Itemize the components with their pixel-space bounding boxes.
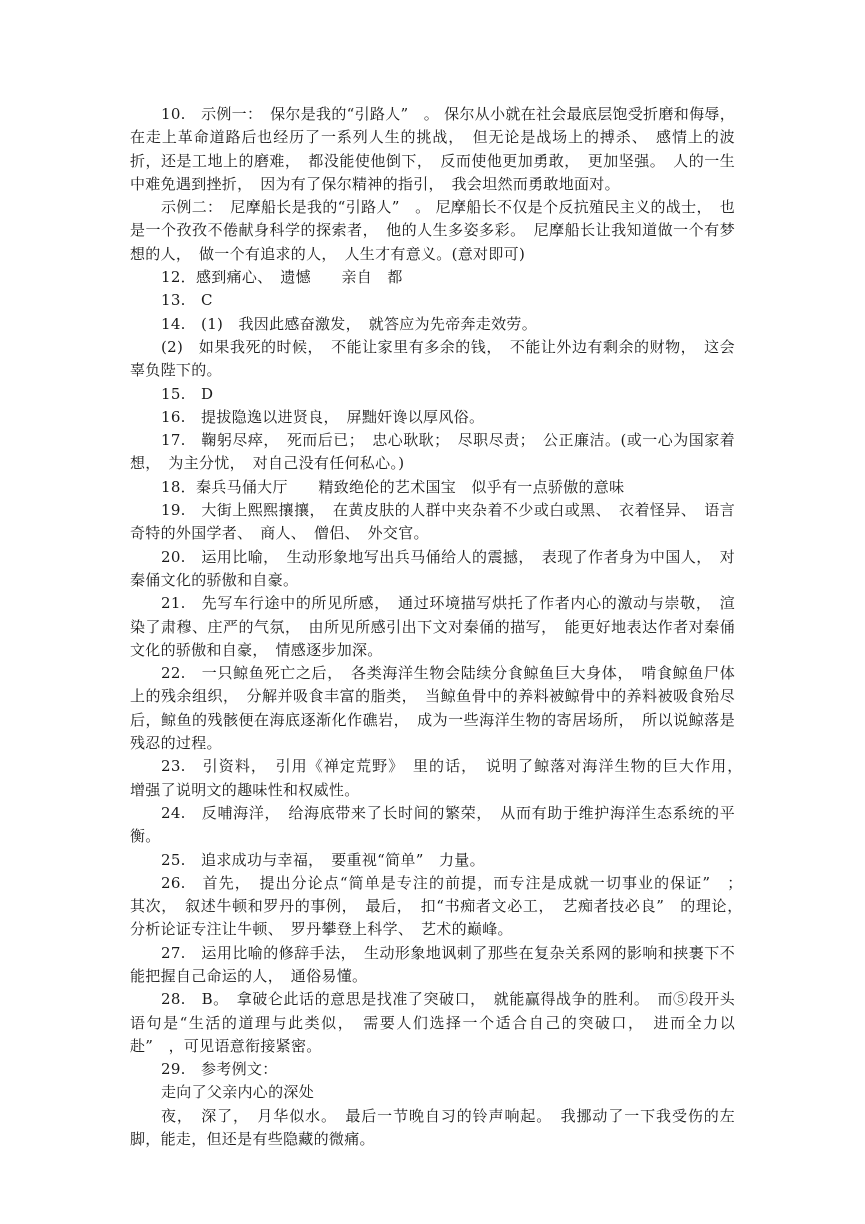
paragraph-17: 17. 鞠躬尽瘁， 死而后已； 忠心耿耿； 尽职尽责； 公正廉洁。(或一心为国家着想， 为主分忧， 对自己没有任何私心。) bbox=[130, 431, 735, 473]
paragraph-14-2: (2) 如果我死的时候， 不能让家里有多余的钱， 不能让外边有剩余的财物， 这会辜负陛下的。 bbox=[130, 337, 735, 380]
paragraph-22: 22. 一只鲸鱼死亡之后， 各类海洋生物会陆续分食鲸鱼巨大身体， 啃食鲸鱼尸体上的残余组织， 分解并吸食丰富的脂类， 当鲸鱼骨中的养料被鲸骨中的养料被吸食殆尽后，鲸鱼的残骸便在海底逐渐化作礁岩， 成为一些海洋生物的寄居场所， 所以说鲸落是残忍的过程。 bbox=[130, 664, 735, 753]
paragraph-18: 18．秦兵马俑大厅 精致绝伦的艺术国宝 似乎有一点骄傲的意味 bbox=[161, 477, 625, 496]
paragraph-21: 21. 先写车行途中的所见所感， 通过环境描写烘托了作者内心的激动与崇敬， 渲染了肃穆、庄严的气氛， 由所见所感引出下文对秦俑的描写， 能更好地表达作者对秦俑文化的骄傲和自豪， 情感逐步加深。 bbox=[130, 594, 735, 659]
paragraph-26: 26. 首先， 提出分论点“简单是专注的前提，而专注是成就一切事业的保证” ； 其次， 叙述牛顿和罗丹的事例， 最后， 扣“书痴者文必工， 艺痴者技必良” 的理论， 分析论证专注让牛顿、 罗丹攀登上科学、 艺术的巅峰。 bbox=[130, 873, 751, 939]
paragraph-27: 27. 运用比喻的修辞手法， 生动形象地讽刺了那些在复杂关系网的影响和挟裹下不能把握自己命运的人， 通俗易懂。 bbox=[130, 943, 735, 985]
paragraph-10: 10. 示例一： 保尔是我的“引路人” 。 保尔从小就在社会最底层饱受折磨和侮辱，在走上革命道路后也经历了一系列人生的挑战， 但无论是战场上的搏杀、 感情上的波折，还是工地上的磨难， 都没能使他倒下， 反而使他更加勇敢， 更加坚强。 人的一生中难免遇到挫折， 因为有了保尔精神的指引， 我会坦然而勇敢地面对。 bbox=[130, 105, 735, 193]
paragraph-10-example-2: 示例二： 尼摩船长是我的“引路人” 。 尼摩船长不仅是个反抗殖民主义的战士， 也是一个孜孜不倦献身科学的探索者， 他的人生多姿多彩。 尼摩船长让我知道做一个有梦想的人， 做一个有追求的人， 人生才有意义。(意对即可) bbox=[130, 198, 735, 263]
paragraph-13: 13. C bbox=[161, 291, 213, 310]
essay-first-paragraph: 夜， 深了， 月华似水。 最后一节晚自习的铃声响起。 我挪动了一下我受伤的左脚，能走，但还是有些隐藏的微痛。 bbox=[130, 1106, 735, 1149]
paragraph-29: 29. 参考例文： bbox=[161, 1060, 278, 1079]
paragraph-12: 12．感到痛心、 遗憾 亲自 都 bbox=[161, 268, 403, 287]
paragraph-19: 19. 大街上熙熙攘攘， 在黄皮肤的人群中夹杂着不少或白或黑、 衣着怪异、 语言奇特的外国学者、 商人、 僧侣、 外交官。 bbox=[130, 501, 735, 543]
paragraph-15: 15. D bbox=[161, 384, 214, 403]
essay-title: 走向了父亲内心的深处 bbox=[161, 1083, 315, 1102]
paragraph-24: 24. 反哺海洋， 给海底带来了长时间的繁荣， 从而有助于维护海洋生态系统的平衡。 bbox=[130, 803, 735, 846]
paragraph-14-1: 14. (1) 我因此感奋激发， 就答应为先帝奔走效劳。 bbox=[161, 314, 538, 333]
paragraph-23: 23. 引资料， 引用《禅定荒野》 里的话， 说明了鲸落对海洋生物的巨大作用， 增强了说明文的趣味性和权威性。 bbox=[130, 757, 751, 799]
paragraph-20: 20. 运用比喻， 生动形象地写出兵马俑给人的震撼， 表现了作者身为中国人， 对秦俑文化的骄傲和自豪。 bbox=[130, 547, 735, 589]
answer-document bbox=[130, 103, 751, 1151]
paragraph-16: 16. 提拔隐逸以进贤良， 屏黜奸谗以厚风俗。 bbox=[161, 407, 485, 426]
paragraph-28: 28. B。 拿破仑此话的意思是找准了突破口， 就能赢得战争的胜利。 而⑤段开头语句是“生活的道理与此类似， 需要人们选择一个适合自己的突破口， 进而全力以赴” ，可见语意衔接紧密。 bbox=[130, 990, 735, 1055]
paragraph-25: 25. 追求成功与幸福， 要重视“简单” 力量。 bbox=[161, 850, 485, 869]
